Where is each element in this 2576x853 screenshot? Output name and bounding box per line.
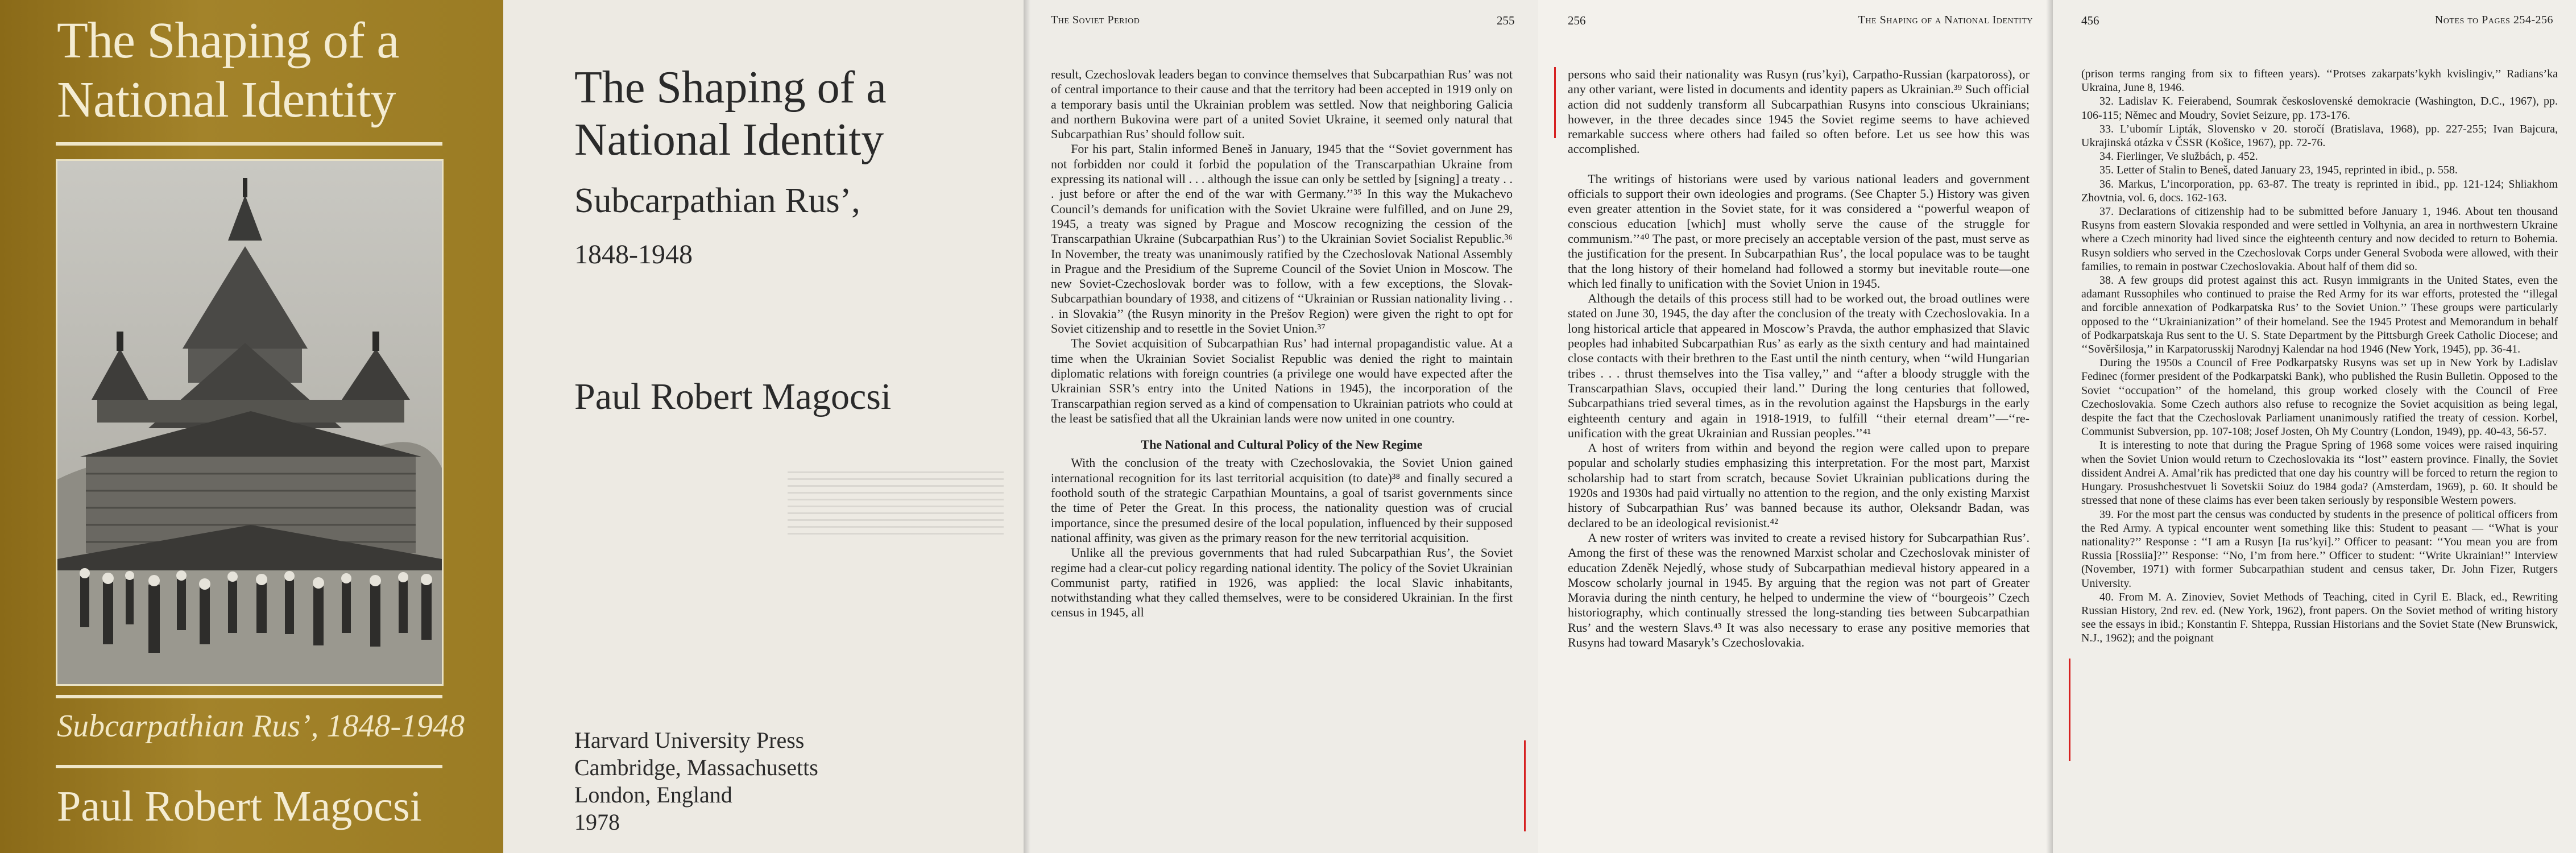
cover-rule-middle [56, 695, 442, 698]
paragraph: With the conclusion of the treaty with Czechoslovakia, the Soviet Union gained international recognition for its last territorial acquisition (to date)³⁸ and finally secured a foothold south of the strategic Carpathian Mountains, a goal of tsarist governments since the time of Peter the Great. In this process, the nationality question was of crucial importance, since the presumed desire of the local population, influenced by their supposed national affinity, was given as the primary reason for the new territorial acquisition. [1051, 456, 1513, 545]
title-page-author: Paul Robert Magocsi [574, 376, 892, 417]
page-body [1568, 67, 2030, 650]
show-through-text [788, 466, 1004, 535]
wooden-church-illustration [57, 161, 442, 684]
cover-rule-top [56, 142, 442, 146]
publisher-block [574, 727, 818, 836]
note: (prison terms ranging from six to fifteen years). ‘‘Protses zakarpats’kykh kvislingiv,’’ Radians’ka Ukraina, June 8, 1946. [2081, 68, 2558, 94]
publisher-name: Harvard University Press [574, 727, 805, 753]
page-gutter-shadow [1024, 0, 1030, 853]
running-head: The Soviet Period [1051, 14, 1140, 26]
paragraph: Although the details of this process still had to be worked out, the broad outlines were stated on June 30, 1945, the day after the conclusion of the treaty with Czechoslovakia. In a long historical article that appeared in Moscow’s Pravda, the author emphasized that Slavic peoples had inhabited Subcarpathian Rus’ as early as the sixth century and had maintained close contacts with their brethren to the East until the ninth century, when ‘‘wild Hungarian tribes . . . thrust themselves into the Tisa valley,’’ and ‘‘after a bloody struggle with the Transcarpathian Slavs, occupied their land.’’ During the long centuries that followed, Subcarpathians tried several times, as in the revolution against the Hapsburgs in the early eighteenth century and again in 1918-1919, to fulfill ‘‘their eternal dream’’—‘‘re-unification with the great Ukrainian and Russian peoples.’’⁴¹ [1568, 291, 2030, 440]
endnotes [2081, 67, 2558, 645]
title-page-title: The Shaping of a National Identity [574, 63, 887, 165]
paragraph: persons who said their nationality was Rusyn (rus’kyi), Carpatho-Russian (karpatoross), or any other variant, were listed in documents and identity papers as Ukrainian.³⁹ Such official action did not suddenly transform all Subcarpathian Rusyns into conscious Ukrainians; however, in the three decades since 1945 the Soviet regime seems to have achieved remarkable success where others had failed so often before. Let us see how this was accomplished. [1568, 67, 2030, 156]
note: 36. Markus, L’incorporation, pp. 63-87. The treaty is reprinted in ibid., pp. 121-124; Shliakhom Zhovtnia, vol. 6, docs. 162-163. [2081, 177, 2558, 204]
note: 38. A few groups did protest against this act. Rusyn immigrants in the United States, even the adamant Russophiles who continued to praise the Red Army for its war efforts, protested the ‘‘illegal and forcible annexation of Podkarpatska Rus’ to the Soviet Union.’’ These groups were particularly opposed to the ‘‘Ukrainianization’’ of their homeland. See the 1945 Protest and Memorandum in behalf of Podkarpatskaja Rus sent to the U. S. State Department by the Pittsburgh Greek Catholic Diocese; and ‘‘Sověršilosja,’’ in Karpatorusskij Narodnyj Kalendar na hod 1946 (New York, 1945), pp. 36-41. [2081, 274, 2558, 356]
section-heading: The National and Cultural Policy of the New Regime [1141, 437, 1423, 452]
title-page [503, 0, 1024, 853]
page-body [1051, 67, 1513, 620]
publisher-place-1: Cambridge, Massachusetts [574, 755, 818, 780]
cover-title: The Shaping of a National Identity [57, 13, 399, 128]
page-456-notes [2053, 0, 2576, 853]
note: It is interesting to note that during the Prague Spring of 1968 some voices were raised inquiring when the Soviet Union would return to Czechoslovakia its ‘‘lost’’ eastern province. Finally, the Soviet dissident Andrei A. Amal’rik has predicted that one day his country will be forced to return the region to Hungary. Prosushchestvuet li Sovetskii Soiuz do 1984 goda? (Amsterdam, 1969), p. 60. It should be stressed that none of these claims has ever been taken seriously by responsible Western powers. [2081, 439, 2558, 507]
red-margin-mark [1554, 67, 1556, 138]
cover-rule-bottom [56, 765, 442, 768]
page-255 [1024, 0, 1538, 853]
paragraph: result, Czechoslovak leaders began to convince themselves that Subcarpathian Rus’ was not of central importance to their cause and that the territory had been accepted in 1919 only on a temporary basis until the Ukrainian problem was settled. Now that neighboring Galicia and northern Bukovina were part of a united Soviet Ukraine, it seemed only natural that Subcarpathian Rus’ should follow suit. [1051, 67, 1513, 142]
page-number: 255 [1497, 14, 1515, 27]
title-page-subtitle: Subcarpathian Rus’, [574, 181, 860, 220]
page-256 [1538, 0, 2053, 853]
cover-subtitle: Subcarpathian Rus’, 1848-1948 [57, 709, 465, 744]
paragraph: The Soviet acquisition of Subcarpathian Rus’ had internal propagandistic value. At a time when the Ukrainian Soviet Socialist Republic was denied the right to maintain diplomatic relations with foreign countries (a privilege one would have expected after the Ukrainian SSR’s entry into the United Nations in 1945), the incorporation of the Transcarpathian region served as a kind of compensation to Ukrainian patriots who could at the least be satisfied that all the Ukrainian lands were now united in one country. [1051, 336, 1513, 425]
paragraph: Unlike all the previous governments that had ruled Subcarpathian Rus’, the Soviet regime had a clear-cut policy regarding national identity. The policy of the Soviet Ukrainian Communist party, ratified in 1926, was applied: the local Slavic inhabitants, notwithstanding what they called themselves, were to be considered Ukrainian. In the first census in 1945, all [1051, 545, 1513, 620]
red-margin-mark [1524, 740, 1526, 831]
note: 35. Letter of Stalin to Beneš, dated January 23, 1945, reprinted in ibid., p. 558. [2099, 164, 2458, 177]
red-margin-mark [2069, 659, 2070, 761]
paragraph: For his part, Stalin informed Beneš in January, 1945 that the ‘‘Soviet government has not forbidden nor could it forbid the population of the Transcarpathian Ukraine from expressing its national will . . . although the issue can only be settled by [signing] a treaty . . . just before or after the end of the war with Germany.’’³⁵ In this way the Mukachevo Council’s demands for unification with the Soviet Ukraine were fulfilled, and on June 29, 1945, a treaty was signed by Prague and Moscow recognizing the cession of the Transcarpathian Ukraine (Subcarpathian Rus’) to the Ukrainian Soviet Socialist Republic.³⁶ In November, the treaty was unanimously ratified by the Czechoslovak National Assembly in Prague and the Presidium of the Supreme Council of the Soviet Union in Moscow. The new Soviet-Czechoslovak border was to follow, with a few exceptions, the Slovak-Subcarpathian boundary of 1938, and citizens of ‘‘Ukrainian or Russian nationality living . . . in Slovakia’’ (the Rusyn minority in the Prešov Region) were given the right to opt for Soviet citizenship and to resettle in the Soviet Union.³⁷ [1051, 142, 1513, 336]
note: During the 1950s a Council of Free Podkarpatsky Rusyns was set up in New York by Ladislav Fedinec (former president of the Podkarpatski Bank), who published the Rusin Bulletin. Opposed to the Soviet ‘‘occupation’’ of the homeland, this group worked closely with the Council of Free Czechoslovakia. Some Czech authors also refuse to recognize the Soviet acquisition as being legal, despite the fact that the Czechoslovak Parliament unanimously ratified the treaty of cession. Korbel, Communist Subversion, pp. 107-108; Josef Josten, Oh My Country (London, 1949), pp. 40-43, 56-57. [2081, 357, 2558, 438]
page-gutter-shadow [2046, 0, 2053, 853]
note: 34. Fierlinger, Ve službách, p. 452. [2099, 150, 2258, 163]
cover-author: Paul Robert Magocsi [57, 782, 422, 830]
running-head: The Shaping of a National Identity [1858, 14, 2033, 26]
note: 37. Declarations of citizenship had to be submitted before January 1, 1946. About ten thousand Rusyns from eastern Slovakia responded and were settled in Volhynia, an area in northwestern Ukraine where a Czech minority had lived since the eighteenth century and now decided to return to Bohemia. Rusyn soldiers who served in the Czechoslovak Corps under General Svoboda were allowed, with their families, to remain in postwar Czechoslovakia. About half of them did so. [2081, 205, 2558, 273]
cover-photograph [56, 159, 444, 686]
title-page-years: 1848-1948 [574, 239, 693, 270]
note: 39. For the most part the census was conducted by students in the presence of political officers from the Red Army. A typical encounter went something like this: Student to peasant — ‘‘What is your nationality?’’ Response : ‘‘I am a Rusyn [Ia rus’kyi].’’ Officer to peasant: ‘‘You mean you are from Russia [Rossiia]?’’ Response: ‘‘No, I’m from here.’’ Officer to student: ‘‘Write Ukrainian!’’ Interview (November, 1971) with former Subcarpathian student and census taker, Dr. John Fizer, Rutgers University. [2081, 508, 2558, 590]
publication-year: 1978 [574, 809, 620, 835]
book-cover [0, 0, 503, 853]
running-head: Notes to Pages 254-256 [2434, 14, 2553, 26]
paragraph: The writings of historians were used by various national leaders and government officials to support their own ideologies and programs. (See Chapter 5.) History was given even greater attention in the Soviet state, for it was considered a ‘‘powerful weapon of conscious education [which] must wholly serve the cause of the struggle for communism.’’⁴⁰ The past, or more precisely an acceptable version of the past, must serve as the justification for the present. In Subcarpathian Rus’, the local populace was to be taught that the long history of their homeland had followed a stormy but inevitable route—one which led finally to unification with the Soviet Union in 1945. [1568, 171, 2030, 291]
page-number: 456 [2081, 14, 2099, 27]
note: 40. From M. A. Zinoviev, Soviet Methods of Teaching, cited in Cyril E. Black, ed., Rewriting Russian History, 2nd rev. ed. (New York, 1962), front papers. On the Soviet method of writing history see the essays in ibid.; Konstantin F. Shteppa, Russian Historians and the Soviet State (New Brunswick, N.J., 1962); and the poignant [2081, 590, 2558, 645]
note: 33. L’ubomír Lipták, Slovensko v 20. storočí (Bratislava, 1968), pp. 227-255; Ivan Bajcura, Ukrajinská otázka v ČSSR (Košice, 1967), pp. 72-76. [2081, 122, 2558, 150]
paragraph: A new roster of writers was invited to create a revised history for Subcarpathian Rus’. Among the first of these was the renowned Marxist scholar and Czechoslovak minister of education Zdeněk Nejedlý, whose study of Subcarpathian medieval history appeared in a Moscow scholarly journal in 1945. By arguing that the region was not part of Greater Moravia during the ninth century, he helped to undermine the view of ‘‘bourgeois’’ Czech historiography, which continually stressed the long-standing ties between Subcarpathian Rus’ and the western Slavs.⁴³ It was also necessary to erase any positive memories that Rusyns had toward Masaryk’s Czechoslovakia. [1568, 530, 2030, 649]
note: 32. Ladislav K. Feierabend, Soumrak československé demokracie (Washington, D.C., 1967), pp. 106-115; Němec and Moudry, Soviet Seizure, pp. 173-176. [2081, 95, 2558, 122]
publisher-place-2: London, England [574, 782, 732, 808]
paragraph: A host of writers from within and beyond the region were called upon to prepare popular and scholarly studies emphasizing this interpretation. For the most part, Marxist scholarship had to start from scratch, because Soviet Ukrainian publications during the 1920s and 1930s had paid virtually no attention to the region, and the only existing Marxist history of Subcarpathian Rus’ was banned because its author, Oleksandr Badan, was declared to be an ideological revisionist.⁴² [1568, 441, 2030, 530]
page-number: 256 [1568, 14, 1586, 27]
